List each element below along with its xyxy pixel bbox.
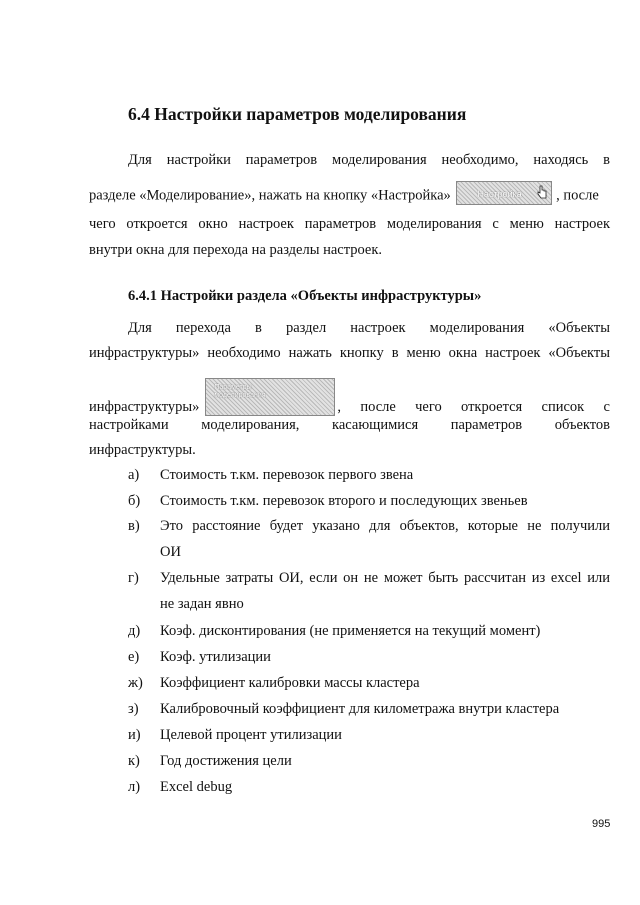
list-item-text: Удельные затраты ОИ, если он не может быть рассчитан из excel или [160, 570, 610, 586]
para1-line2-text: разделе «Моделирование», нажать на кнопку «Настройка» [89, 187, 451, 204]
list-item-letter: з) [128, 701, 139, 717]
para2-line4: настройками моделирования, касающимися параметров объектов [89, 417, 610, 433]
list-item-text: Год достижения цели [160, 753, 292, 769]
list-item-letter: ж) [128, 675, 143, 691]
list-item-letter: в) [128, 518, 140, 534]
list-item-text: Коэф. утилизации [160, 649, 271, 665]
para1-line4: внутри окна для перехода на разделы настроек. [89, 242, 383, 258]
para1-line2 [89, 184, 610, 208]
page-number: 995 [592, 818, 611, 830]
list-item-text: Стоимость т.км. перевозок второго и последующих звеньев [160, 493, 528, 509]
list-item-letter: г) [128, 570, 139, 586]
para2-line1: Для перехода в раздел настроек моделирования «Объекты [128, 320, 610, 336]
settings-button-image [456, 181, 552, 205]
settings-button-label: Настройка [477, 189, 522, 199]
list-item-text: Это расстояние будет указано для объектов, которые не получили [160, 518, 610, 534]
list-item-letter: д) [128, 623, 141, 639]
button-line2: моделирования [214, 392, 266, 399]
para2-line3-after: , после чего откроется список с [337, 398, 610, 415]
list-item-text: Калибровочный коэффициент для километража внутри кластера [160, 701, 560, 717]
list-item-text: Стоимость т.км. перевозок первого звена [160, 467, 414, 483]
button-line1: Параметры [214, 384, 252, 391]
list-item-letter: к) [128, 753, 140, 769]
list-item-text: Excel debug [160, 779, 233, 795]
list-item-text: не задан явно [160, 596, 244, 612]
list-item-letter: л) [128, 779, 141, 795]
list-item-letter: и) [128, 727, 141, 743]
list-item-text: Коэффициент калибровки массы кластера [160, 675, 420, 691]
subsection-title: 6.4.1 Настройки раздела «Объекты инфраструктуры» [128, 288, 482, 304]
section-title: 6.4 Настройки параметров моделирования [128, 104, 467, 124]
list-item-letter: е) [128, 649, 140, 665]
list-item-text: Целевой процент утилизации [160, 727, 342, 743]
modeling-params-button-image [205, 378, 335, 416]
para2-line2: инфраструктуры» необходимо нажать кнопку в меню окна настроек «Объекты [89, 345, 610, 361]
list-item-letter: б) [128, 493, 141, 509]
para1-line2-after: , после [556, 187, 599, 204]
hand-cursor-icon [537, 185, 547, 199]
list-item-text: Коэф. дисконтирования (не применяется на текущий момент) [160, 623, 541, 639]
list-item-text: ОИ [160, 544, 181, 560]
para1-line1: Для настройки параметров моделирования необходимо, находясь в [128, 152, 610, 168]
list-item-letter: а) [128, 467, 140, 483]
para2-line3-text: инфраструктуры» [89, 398, 200, 415]
para2-line5: инфраструктуры. [89, 442, 196, 458]
para1-line3: чего откроется окно настроек параметров моделирования с меню настроек [89, 216, 610, 232]
